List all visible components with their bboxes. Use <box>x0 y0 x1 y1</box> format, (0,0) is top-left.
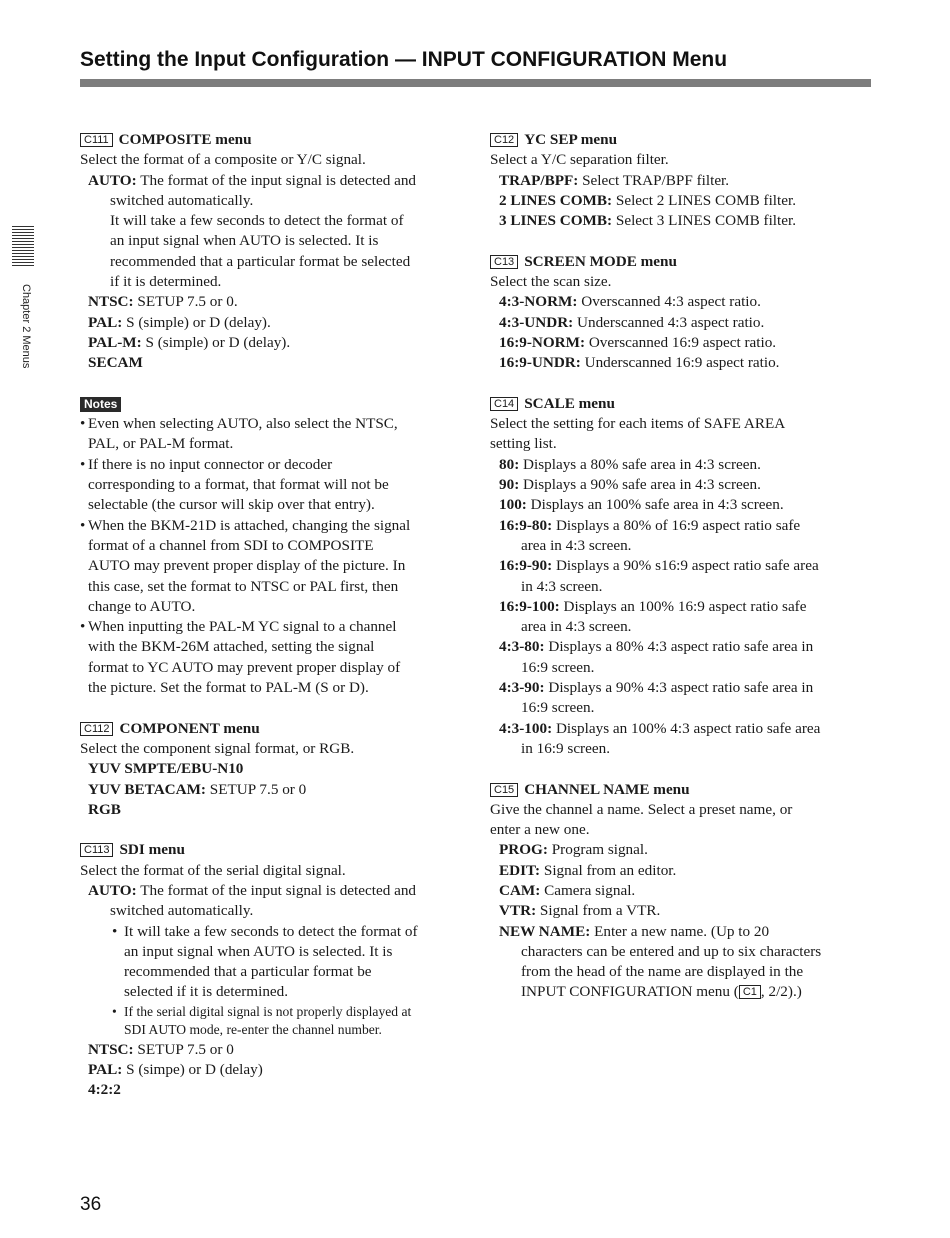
option-term: 4:3-100: <box>499 719 553 737</box>
page-title: Setting the Input Configuration — INPUT CONFIGURATION Menu <box>80 48 728 71</box>
option-desc: S (simple) or D (delay). <box>141 333 291 351</box>
option-term: 16:9-90: <box>499 557 553 575</box>
section-heading: SCALE menu <box>524 394 615 412</box>
section-desc: Select the format of the serial digital signal. <box>80 861 346 879</box>
note-line: the picture. Set the format to PAL-M (S or D). <box>88 679 369 697</box>
option-desc: in 4:3 screen. <box>521 577 603 595</box>
option-term: AUTO: <box>88 171 137 189</box>
option-desc-part: , 2/2).) <box>760 983 802 1001</box>
bullet-line: SDI AUTO mode, re-enter the channel number. <box>124 1022 382 1038</box>
option-term: 4:3-90: <box>499 679 545 697</box>
section-heading: YC SEP menu <box>524 131 618 148</box>
option-term: 4:2:2 <box>88 1081 121 1099</box>
bullet-line: selected if it is determined. <box>124 983 289 1001</box>
option-desc-part: INPUT CONFIGURATION menu ( <box>521 983 739 1001</box>
note-line: change to AUTO. <box>88 597 196 615</box>
menu-code-box: C1 <box>739 985 761 999</box>
option-desc: switched automatically. <box>110 191 254 209</box>
section-desc: Select a Y/C separation filter. <box>490 151 669 169</box>
option-term: 16:9-NORM: <box>499 333 586 351</box>
notes-label: Notes <box>80 397 121 412</box>
menu-code-box: C14 <box>490 397 518 411</box>
section-desc: enter a new one. <box>490 821 590 839</box>
sdi-section <box>80 840 465 1100</box>
note-line: When the BKM-21D is attached, changing the signal <box>88 516 411 534</box>
menu-code-box: C12 <box>490 133 518 147</box>
option-desc: S (simple) or D (delay). <box>122 313 271 331</box>
note-line: selectable (the cursor will skip over that entry). <box>88 496 375 514</box>
sub-bullet: • It will take a few seconds to detect the format of an input signal when AUTO is selected. It is recommended that a particular format be selected if it is determined. <box>80 922 465 1003</box>
option-desc: SETUP 7.5 or 0 <box>133 1040 234 1058</box>
option-desc: Overscanned 16:9 aspect ratio. <box>585 333 777 351</box>
section-heading: SCREEN MODE menu <box>524 252 677 270</box>
option-desc: Underscanned 4:3 aspect ratio. <box>573 313 765 331</box>
left-column <box>80 130 465 1121</box>
sub-bullet: • If the serial digital signal is not properly displayed at SDI AUTO mode, re-enter the channel number. <box>80 1003 465 1040</box>
composite-section <box>80 130 465 374</box>
option-term: 4:3-UNDR: <box>499 313 574 331</box>
chapter-label: Chapter 2 Menus <box>20 284 32 369</box>
option-term: 90: <box>499 476 520 494</box>
option-desc: Enter a new name. (Up to 20 <box>590 922 770 940</box>
option-desc: characters can be entered and up to six characters <box>521 942 822 960</box>
option-desc: Signal from a VTR. <box>536 902 661 920</box>
option-desc: Displays a 80% safe area in 4:3 screen. <box>519 455 761 473</box>
bullet-line: an input signal when AUTO is selected. It is <box>124 942 393 960</box>
option-term: AUTO: <box>88 881 137 899</box>
note-line: Even when selecting AUTO, also select the NTSC, <box>88 415 398 433</box>
option-desc: Displays an 100% safe area in 4:3 screen. <box>526 496 784 514</box>
option-term: SECAM <box>88 354 143 372</box>
option-desc: Select TRAP/BPF filter. <box>578 171 730 189</box>
option-desc: SETUP 7.5 or 0 <box>205 780 307 798</box>
option-term: 3 LINES COMB: <box>499 212 613 230</box>
menu-code-box: C111 <box>80 133 113 147</box>
option-term: 4:3-NORM: <box>499 293 578 311</box>
section-heading: COMPOSITE menu <box>118 131 252 148</box>
scale-section <box>490 394 875 759</box>
option-desc: switched automatically. <box>110 902 254 920</box>
option-term: 16:9-100: <box>499 597 560 615</box>
menu-code-box: C15 <box>490 783 518 797</box>
channel-name-section <box>490 780 875 1003</box>
option-desc: Program signal. <box>547 841 648 859</box>
menu-code-box: C13 <box>490 255 518 269</box>
option-desc: area in 4:3 screen. <box>521 618 632 636</box>
bullet-line: recommended that a particular format be <box>124 963 372 981</box>
option-term: TRAP/BPF: <box>499 171 579 189</box>
note-line: If there is no input connector or decoder <box>88 455 333 473</box>
option-desc: Camera signal. <box>540 881 636 899</box>
right-column <box>490 130 875 1023</box>
option-desc: recommended that a particular format be selected <box>110 252 411 270</box>
option-term: YUV SMPTE/EBU-N10 <box>88 760 244 778</box>
section-desc: Select the scan size. <box>490 273 612 291</box>
ycsep-section <box>490 130 875 231</box>
option-desc: 16:9 screen. <box>521 699 595 717</box>
title-rule <box>80 79 871 87</box>
option-desc: Displays a 90% 4:3 aspect ratio safe area in <box>544 679 814 697</box>
option-desc: Displays a 80% of 16:9 aspect ratio safe <box>552 516 801 534</box>
option-desc: Overscanned 4:3 aspect ratio. <box>577 293 761 311</box>
option-term: PROG: <box>499 841 548 859</box>
section-heading: COMPONENT menu <box>119 719 260 737</box>
note-item: • Even when selecting AUTO, also select the NTSC, PAL, or PAL-M format. <box>80 414 465 455</box>
option-desc <box>490 982 875 1002</box>
note-line: AUTO may prevent proper display of the picture. In <box>88 557 406 575</box>
screen-mode-section <box>490 252 875 374</box>
section-heading: CHANNEL NAME menu <box>524 780 690 798</box>
option-term: 2 LINES COMB: <box>499 191 613 209</box>
option-desc: Select 3 LINES COMB filter. <box>612 212 796 230</box>
option-term: RGB <box>88 800 121 818</box>
option-term: 4:3-80: <box>499 638 545 656</box>
chapter-tab-marker <box>12 226 34 268</box>
option-term: YUV BETACAM: <box>88 780 206 798</box>
option-term: 100: <box>499 496 527 514</box>
bullet-line: It will take a few seconds to detect the format of <box>124 922 418 940</box>
option-desc: S (simpe) or D (delay) <box>122 1061 263 1079</box>
option-term: CAM: <box>499 881 541 899</box>
note-line: When inputting the PAL-M YC signal to a channel <box>88 618 397 636</box>
option-desc: in 16:9 screen. <box>521 739 610 757</box>
note-line: corresponding to a format, that format will not be <box>88 476 389 494</box>
note-item: • When inputting the PAL-M YC signal to a channel with the BKM-26M attached, setting the signal format to YC AUTO may prevent proper display of the picture. Set the format to PAL-M (S or D). <box>80 617 465 698</box>
section-heading: SDI menu <box>119 841 185 859</box>
option-term: NEW NAME: <box>499 922 591 940</box>
note-line: format to YC AUTO may prevent proper display of <box>88 658 401 676</box>
option-term: PAL-M: <box>88 333 142 351</box>
option-desc: if it is determined. <box>110 273 222 291</box>
section-desc: Select the format of a composite or Y/C signal. <box>80 151 366 169</box>
option-term: EDIT: <box>499 861 541 879</box>
note-line: this case, set the format to NTSC or PAL first, then <box>88 577 399 595</box>
note-line: PAL, or PAL-M format. <box>88 435 234 453</box>
section-desc: Give the channel a name. Select a preset name, or <box>490 800 793 818</box>
option-term: NTSC: <box>88 293 134 311</box>
option-term: PAL: <box>88 313 123 331</box>
section-desc: Select the setting for each items of SAFE AREA <box>490 415 786 433</box>
component-section <box>80 719 465 820</box>
section-desc: setting list. <box>490 435 557 453</box>
option-desc: SETUP 7.5 or 0. <box>133 293 238 311</box>
note-item: • If there is no input connector or decoder corresponding to a format, that format will not be selectable (the cursor will skip over that entry). <box>80 455 465 516</box>
option-desc: Underscanned 16:9 aspect ratio. <box>580 354 780 372</box>
note-line: with the BKM-26M attached, setting the signal <box>88 638 375 656</box>
option-desc: from the head of the name are displayed in the <box>521 963 804 981</box>
option-desc: area in 4:3 screen. <box>521 536 632 554</box>
option-term: PAL: <box>88 1061 123 1079</box>
option-term: 16:9-UNDR: <box>499 354 581 372</box>
option-desc: 16:9 screen. <box>521 658 595 676</box>
section-desc: Select the component signal format, or RGB. <box>80 739 355 757</box>
option-desc: an input signal when AUTO is selected. It is <box>110 232 379 250</box>
option-desc: The format of the input signal is detected and <box>136 881 417 899</box>
option-desc: Signal from an editor. <box>540 861 677 879</box>
note-item: • When the BKM-21D is attached, changing the signal format of a channel from SDI to COMPOSITE AUTO may prevent proper display of the picture. In this case, set the format to NTSC or PAL first, then change to AUTO. <box>80 516 465 617</box>
option-desc: Displays an 100% 4:3 aspect ratio safe area <box>552 719 821 737</box>
menu-code-box: C113 <box>80 843 113 857</box>
option-desc: Displays an 100% 16:9 aspect ratio safe <box>559 597 807 615</box>
option-term: 16:9-80: <box>499 516 553 534</box>
option-desc: Displays a 80% 4:3 aspect ratio safe area in <box>544 638 814 656</box>
option-term: 80: <box>499 455 520 473</box>
notes-section <box>80 394 465 698</box>
option-desc: The format of the input signal is detected and <box>136 171 417 189</box>
option-desc: It will take a few seconds to detect the format of <box>110 212 404 230</box>
note-line: format of a channel from SDI to COMPOSITE <box>88 536 374 554</box>
option-term: NTSC: <box>88 1040 134 1058</box>
page-number: 36 <box>80 1194 102 1215</box>
option-desc: Select 2 LINES COMB filter. <box>612 191 796 209</box>
menu-code-box: C112 <box>80 722 113 736</box>
option-desc: Displays a 90% s16:9 aspect ratio safe area <box>552 557 819 575</box>
bullet-line: If the serial digital signal is not properly displayed at <box>124 1003 412 1019</box>
option-term: VTR: <box>499 902 537 920</box>
option-desc: Displays a 90% safe area in 4:3 screen. <box>519 476 761 494</box>
